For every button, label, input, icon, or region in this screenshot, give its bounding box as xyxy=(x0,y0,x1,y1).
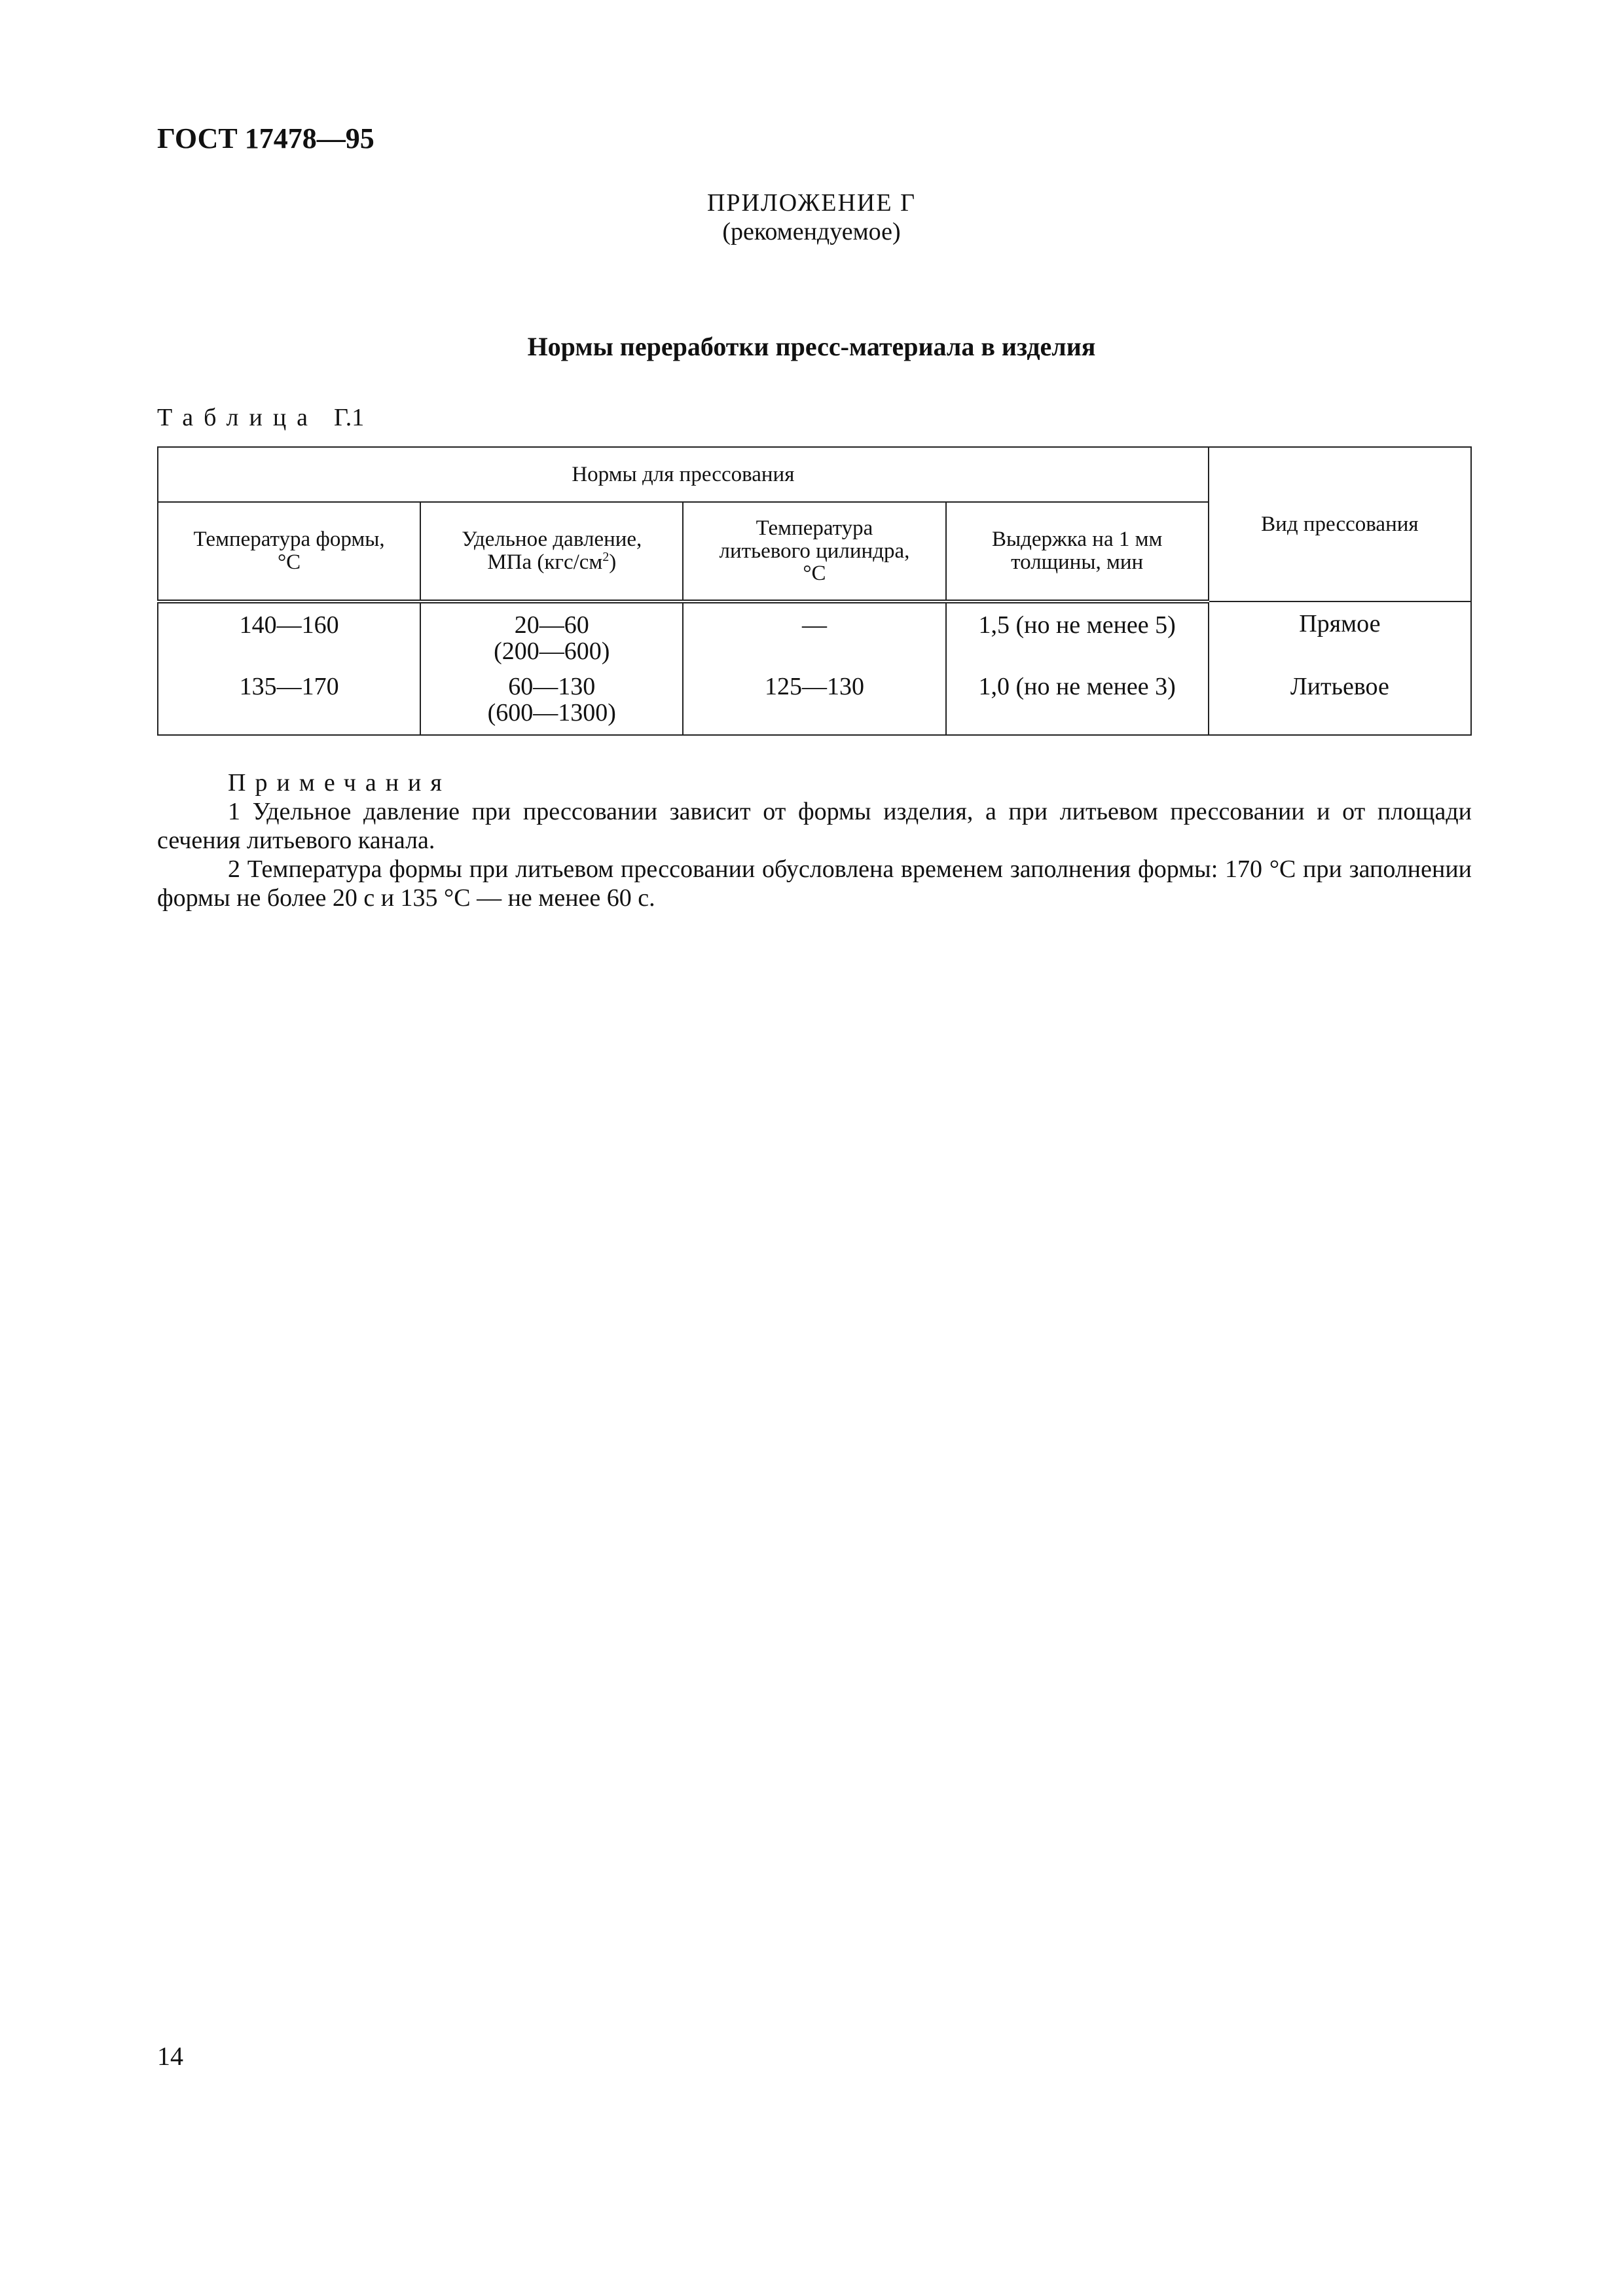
appendix-subtitle: (рекомендуемое) xyxy=(722,218,901,245)
cell-cylinder-temp: 125—130 xyxy=(683,670,945,735)
page-number: 14 xyxy=(157,2041,183,2071)
appendix-title: ПРИЛОЖЕНИЕ Г xyxy=(706,189,917,217)
cell-cylinder-temp: — xyxy=(683,601,945,670)
table-header-hold-time xyxy=(946,502,1209,601)
header-line: Температура формы, xyxy=(193,528,385,552)
header-line: Температура xyxy=(756,516,873,541)
header-line: МПа (кгс/см xyxy=(487,550,603,574)
pressing-norms-table xyxy=(157,446,1472,736)
header-line: литьевого цилиндра, xyxy=(719,539,910,563)
table-caption xyxy=(157,403,364,432)
note-item: 2 Температура формы при литьевом прессовании обусловлена временем заполнения формы: 170 °С при заполнении формы не более 20 с и 135 °С — не менее 60 с. xyxy=(157,855,1472,912)
cell-mold-temp: 135—170 xyxy=(158,670,420,735)
cell-pressure xyxy=(420,601,683,670)
header-line: толщины, мин xyxy=(1011,550,1144,574)
note-item: 1 Удельное давление при прессовании зависит от формы изделия, а при литьевом прессовании и от площади сечения литьевого канала. xyxy=(157,798,1472,854)
table-header-mold-temp xyxy=(158,502,420,601)
cell-pressure xyxy=(420,670,683,735)
header-superscript: 2 xyxy=(602,550,610,564)
table-caption-label: Таблица xyxy=(157,404,319,431)
table-header-pressure xyxy=(420,502,683,601)
pressure-kgf: (600—1300) xyxy=(487,698,616,726)
document-code: ГОСТ 17478—95 xyxy=(157,122,374,154)
table-header-cylinder-temp xyxy=(683,502,945,601)
header-line: °С xyxy=(803,562,826,586)
cell-press-type: Прямое xyxy=(1209,601,1471,670)
notes-section xyxy=(157,768,1472,912)
cell-hold-time: 1,5 (но не менее 5) xyxy=(946,601,1209,670)
header-line: Выдержка на 1 мм xyxy=(991,528,1163,552)
table-group-header: Нормы для прессования xyxy=(158,447,1209,502)
cell-press-type: Литьевое xyxy=(1209,670,1471,735)
header-line: ) xyxy=(609,550,617,574)
table-row xyxy=(158,601,1471,670)
pressure-kgf: (200—600) xyxy=(494,637,610,665)
pressure-mpa: 20—60 xyxy=(514,611,589,639)
pressure-mpa: 60—130 xyxy=(508,673,596,700)
table-row xyxy=(158,670,1471,735)
table-caption-number: Г.1 xyxy=(334,404,365,431)
header-line: Удельное давление, xyxy=(462,528,642,552)
cell-hold-time: 1,0 (но не менее 3) xyxy=(946,670,1209,735)
notes-title: Примечания xyxy=(228,769,451,797)
section-title: Нормы переработки пресс-материала в изделия xyxy=(527,332,1096,361)
cell-mold-temp: 140—160 xyxy=(158,601,420,670)
table-header-press-type: Вид прессования xyxy=(1209,447,1471,601)
header-line: °С xyxy=(277,550,301,574)
